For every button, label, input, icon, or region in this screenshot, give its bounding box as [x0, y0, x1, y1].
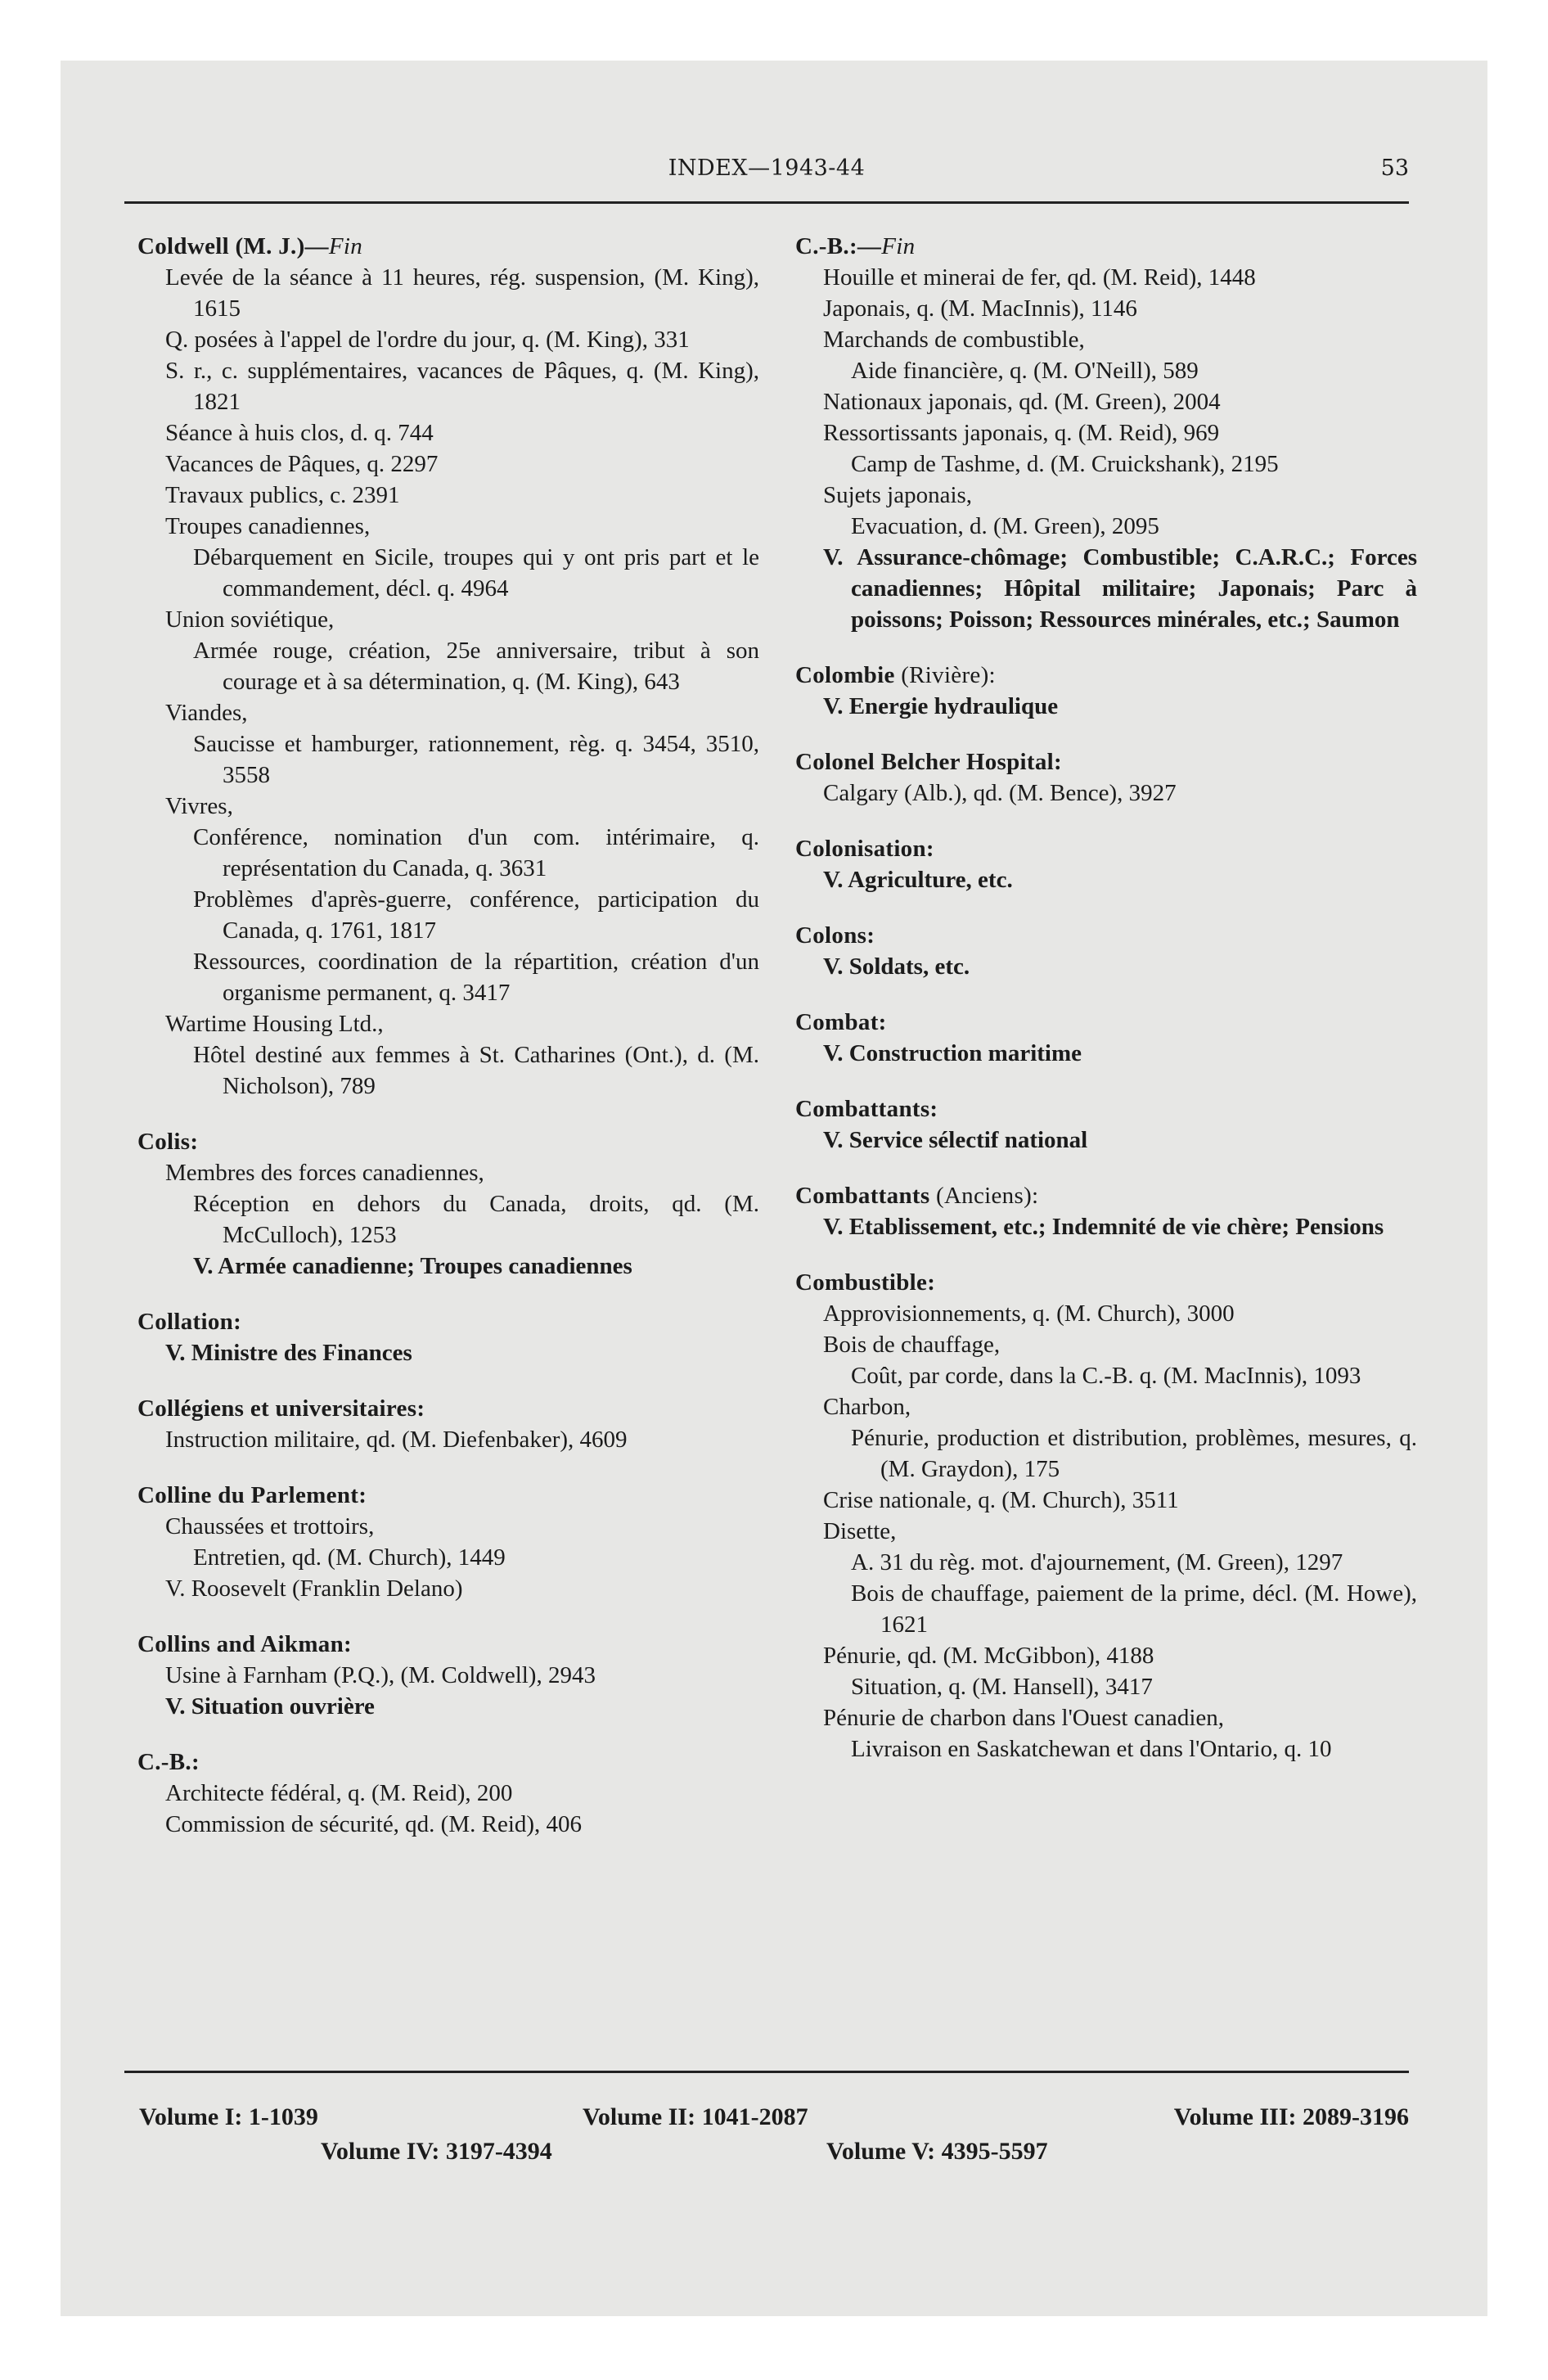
index-entry-colis — [137, 1126, 759, 1282]
entry-line: Viandes, — [165, 700, 248, 726]
entry-line: Union soviétique, — [165, 606, 335, 633]
entry-line: Chaussées et trottoirs, — [165, 1513, 375, 1539]
entry-line: Pénurie, production et distribution, problèmes, mesures, q. (M. Graydon), 175 — [851, 1425, 1417, 1482]
entry-line: Disette, — [823, 1518, 897, 1544]
entry-heading: Collégiens et universitaires: — [137, 1395, 425, 1422]
entry-heading: Colons: — [795, 922, 875, 949]
entry-line: Ressources, coordination de la répartition, création d'un organisme permanent, q. 3417 — [193, 949, 759, 1006]
entry-heading: Colombie (Rivière): — [795, 662, 996, 688]
entry-line: Commission de sécurité, qd. (M. Reid), 406 — [165, 1811, 583, 1837]
index-entry-combattants — [795, 1093, 1417, 1156]
index-entry-collegiens — [137, 1393, 759, 1455]
entry-heading: Colline du Parlement: — [137, 1482, 367, 1508]
see-reference: V. Service sélectif national — [823, 1127, 1088, 1153]
see-reference: V. Assurance-chômage; Combustible; C.A.R.C.; Forces canadiennes; Hôpital militaire; Japonais; Parc à poissons; Poisson; Ressources minérales, etc.; Saumon — [823, 544, 1417, 633]
index-entry-colonisation — [795, 833, 1417, 895]
entry-line: Instruction militaire, qd. (M. Diefenbaker), 4609 — [165, 1427, 628, 1453]
entry-line: Q. posées à l'appel de l'ordre du jour, q. (M. King), 331 — [165, 327, 690, 353]
entry-heading: C.-B.: — [137, 1749, 200, 1775]
entry-heading: Combat: — [795, 1009, 887, 1035]
entry-heading: C.-B.:—Fin — [795, 233, 916, 259]
entry-line: Séance à huis clos, d. q. 744 — [165, 420, 434, 446]
entry-line: Saucisse et hamburger, rationnement, règ. q. 3454, 3510, 3558 — [193, 731, 759, 788]
footer-rule — [124, 2071, 1409, 2073]
footer-volumes-row-1 — [124, 2103, 1409, 2136]
entry-line: Problèmes d'après-guerre, conférence, participation du Canada, q. 1761, 1817 — [193, 886, 759, 944]
see-reference: V. Ministre des Finances — [165, 1340, 412, 1366]
entry-heading: Collins and Aikman: — [137, 1631, 352, 1657]
see-reference: V. Construction maritime — [823, 1040, 1082, 1066]
index-entry-collation — [137, 1306, 759, 1368]
entry-line: A. 31 du règ. mot. d'ajournement, (M. Green), 1297 — [851, 1549, 1343, 1575]
entry-line: Ressortissants japonais, q. (M. Reid), 969 — [823, 420, 1220, 446]
index-entry-anciens-combattants — [795, 1180, 1417, 1242]
see-reference: V. Energie hydraulique — [823, 693, 1059, 719]
entry-heading: Colonisation: — [795, 836, 934, 862]
see-reference: V. Armée canadienne; Troupes canadiennes — [193, 1253, 632, 1279]
entry-line: Usine à Farnham (P.Q.), (M. Coldwell), 2943 — [165, 1662, 596, 1688]
entry-line: Charbon, — [823, 1394, 911, 1420]
entry-line: Aide financière, q. (M. O'Neill), 589 — [851, 358, 1199, 384]
entry-heading: Coldwell (M. J.)—Fin — [137, 233, 363, 259]
entry-line: Calgary (Alb.), qd. (M. Bence), 3927 — [823, 780, 1177, 806]
entry-line: Bois de chauffage, — [823, 1332, 1001, 1358]
entry-heading: Combattants (Anciens): — [795, 1183, 1039, 1209]
entry-line: Approvisionnements, q. (M. Church), 3000 — [823, 1300, 1235, 1327]
entry-line: Vacances de Pâques, q. 2297 — [165, 451, 439, 477]
see-reference: V. Agriculture, etc. — [823, 867, 1013, 893]
see-reference: V. Roosevelt (Franklin Delano) — [165, 1575, 463, 1602]
entry-line: Réception en dehors du Canada, droits, qd. (M. McCulloch), 1253 — [193, 1191, 759, 1248]
entry-line: S. r., c. supplémentaires, vacances de Pâques, q. (M. King), 1821 — [165, 358, 759, 415]
index-entry-colline — [137, 1480, 759, 1604]
header-rule — [124, 201, 1409, 204]
right-column — [795, 231, 1417, 1789]
entry-line: Conférence, nomination d'un com. intérimaire, q. représentation du Canada, q. 3631 — [193, 824, 759, 881]
page-header — [124, 156, 1409, 193]
entry-line: Pénurie de charbon dans l'Ouest canadien, — [823, 1705, 1224, 1731]
entry-line: Troupes canadiennes, — [165, 513, 371, 539]
page-number: 53 — [1380, 156, 1409, 181]
page-title: INDEX—1943-44 — [668, 156, 866, 181]
entry-line: Pénurie, qd. (M. McGibbon), 4188 — [823, 1643, 1154, 1669]
index-entry-colonel-belcher — [795, 746, 1417, 809]
entry-line: Houille et minerai de fer, qd. (M. Reid), 1448 — [823, 264, 1256, 291]
entry-heading: Colis: — [137, 1129, 199, 1155]
entry-line: Armée rouge, création, 25e anniversaire, tribut à son courage et à sa détermination, q. (M. King), 643 — [193, 638, 759, 695]
index-entry-cb — [137, 1747, 759, 1840]
index-entry-colombie — [795, 660, 1417, 722]
footer-volume-3: Volume III: 2089-3196 — [1173, 2103, 1409, 2130]
entry-heading: Combustible: — [795, 1269, 936, 1296]
index-entry-coldwell — [137, 231, 759, 1102]
index-entry-colons — [795, 920, 1417, 982]
see-reference: V. Situation ouvrière — [165, 1693, 375, 1720]
entry-line: Vivres, — [165, 793, 233, 819]
footer-volume-2: Volume II: 1041-2087 — [583, 2103, 808, 2130]
entry-line: Levée de la séance à 11 heures, rég. suspension, (M. King), 1615 — [165, 264, 759, 322]
entry-line: Débarquement en Sicile, troupes qui y ont pris part et le commandement, décl. q. 4964 — [193, 544, 759, 602]
footer-volume-1: Volume I: 1-1039 — [139, 2103, 318, 2130]
entry-line: Wartime Housing Ltd., — [165, 1011, 384, 1037]
entry-line: Architecte fédéral, q. (M. Reid), 200 — [165, 1780, 513, 1806]
entry-line: Coût, par corde, dans la C.-B. q. (M. MacInnis), 1093 — [851, 1363, 1361, 1389]
footer-volumes-row-2 — [124, 2138, 1409, 2170]
index-entry-cb-continued — [795, 231, 1417, 635]
entry-line: Japonais, q. (M. MacInnis), 1146 — [823, 295, 1137, 322]
entry-line: Membres des forces canadiennes, — [165, 1160, 484, 1186]
entry-line: Sujets japonais, — [823, 482, 973, 508]
left-column — [137, 231, 759, 1864]
entry-line: Crise nationale, q. (M. Church), 3511 — [823, 1487, 1179, 1513]
footer-volume-4: Volume IV: 3197-4394 — [321, 2138, 552, 2165]
footer-volume-5: Volume V: 4395-5597 — [826, 2138, 1048, 2165]
entry-heading: Combattants: — [795, 1096, 938, 1122]
see-reference: V. Etablissement, etc.; Indemnité de vie chère; Pensions — [823, 1214, 1384, 1240]
entry-line: Hôtel destiné aux femmes à St. Catharines (Ont.), d. (M. Nicholson), 789 — [193, 1042, 759, 1099]
index-entry-combustible — [795, 1267, 1417, 1765]
index-entry-combat — [795, 1007, 1417, 1069]
see-reference: V. Soldats, etc. — [823, 953, 970, 980]
entry-line: Marchands de combustible, — [823, 327, 1085, 353]
entry-line: Camp de Tashme, d. (M. Cruickshank), 2195 — [851, 451, 1279, 477]
entry-heading: Colonel Belcher Hospital: — [795, 749, 1062, 775]
entry-line: Livraison en Saskatchewan et dans l'Ontario, q. 10 — [851, 1736, 1332, 1762]
entry-line: Situation, q. (M. Hansell), 3417 — [851, 1674, 1153, 1700]
entry-line: Travaux publics, c. 2391 — [165, 482, 400, 508]
index-entry-collins — [137, 1629, 759, 1722]
entry-heading: Collation: — [137, 1309, 242, 1335]
entry-line: Nationaux japonais, qd. (M. Green), 2004 — [823, 389, 1221, 415]
entry-line: Bois de chauffage, paiement de la prime, décl. (M. Howe), 1621 — [851, 1580, 1417, 1638]
entry-line: Evacuation, d. (M. Green), 2095 — [851, 513, 1159, 539]
entry-line: Entretien, qd. (M. Church), 1449 — [193, 1544, 506, 1571]
